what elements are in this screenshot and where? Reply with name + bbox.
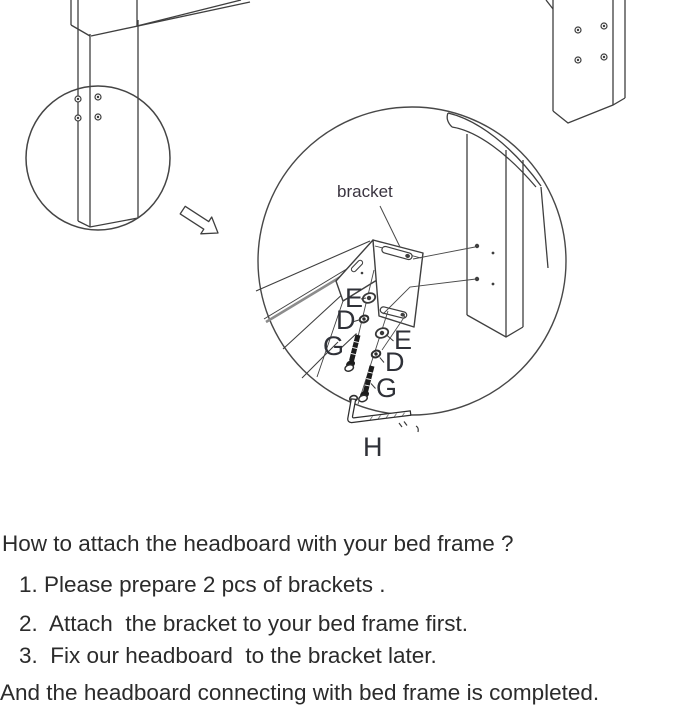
right-leg-holes (575, 23, 607, 63)
left-leg-holes (75, 94, 101, 121)
label-e1: E (345, 283, 364, 313)
flange-hole-dot (361, 272, 364, 275)
frame-leg-hole-dots (475, 244, 495, 286)
rail-end-curve (447, 113, 548, 268)
label-e2: E (394, 325, 413, 355)
magnifier-circle (26, 86, 170, 230)
stray-marks (399, 422, 418, 433)
bed-frame-right-leg (546, 0, 625, 123)
label-g1: G (323, 331, 345, 361)
headboard-left-leg (71, 0, 138, 227)
bolt-g2 (358, 366, 373, 403)
washer-e2 (374, 326, 389, 339)
zoom-arrow-icon (180, 206, 218, 234)
instruction-step-1: 1. Please prepare 2 pcs of brackets . (19, 572, 386, 597)
washer-d2 (371, 349, 382, 358)
label-d2: D (385, 347, 405, 377)
instruction-step-2: 2. Attach the bracket to your bed frame first. (19, 611, 468, 636)
bracket-plate (373, 240, 423, 327)
label-h: H (363, 432, 383, 462)
instructions-footer: And the headboard connecting with bed frame is completed. (0, 680, 600, 705)
instructions-heading: How to attach the headboard with your bed frame ? (2, 531, 514, 556)
washer-d1 (359, 314, 370, 323)
label-d1: D (336, 305, 356, 335)
instruction-step-3: 3. Fix our headboard to the bracket later. (19, 643, 437, 668)
headboard-panel (91, 0, 250, 36)
bracket-label-leader (380, 206, 400, 247)
bolt-g1 (344, 335, 359, 372)
bracket-label: bracket (337, 182, 393, 201)
label-g2: G (376, 373, 398, 403)
